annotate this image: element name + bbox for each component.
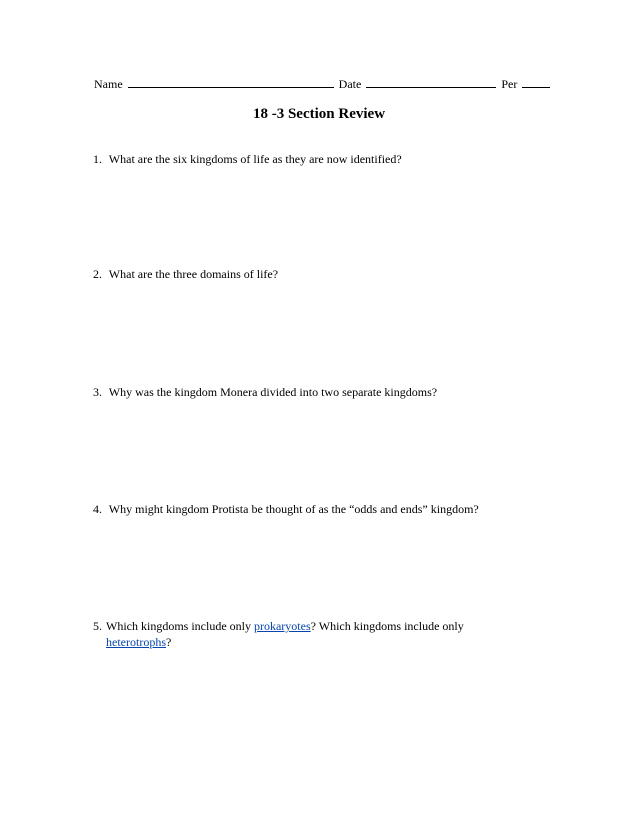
question-5	[93, 618, 553, 650]
question-text-part2: ? Which kingdoms include only	[310, 619, 464, 633]
page-title: 18 -3 Section Review	[252, 106, 386, 122]
question-text: What are the three domains of life?	[108, 267, 279, 281]
question-text: What are the six kingdoms of life as they are now identified?	[108, 152, 402, 166]
header-line	[94, 75, 552, 92]
question-number: 4.	[93, 502, 102, 516]
question-continuation	[93, 634, 553, 650]
question-text-part1: Which kingdoms include only	[106, 619, 254, 633]
per-label: Per	[501, 77, 518, 91]
question-number: 5.	[93, 619, 102, 633]
date-blank[interactable]	[366, 75, 496, 88]
question-number: 2.	[93, 267, 102, 281]
name-label: Name	[94, 77, 123, 91]
date-label: Date	[338, 77, 362, 91]
question-text: Why was the kingdom Monera divided into two separate kingdoms?	[108, 385, 438, 399]
question-3	[93, 384, 553, 400]
question-4	[93, 501, 553, 517]
per-blank[interactable]	[522, 75, 550, 88]
question-text: Why might kingdom Protista be thought of as the “odds and ends” kingdom?	[108, 502, 479, 516]
question-text-part3: ?	[165, 635, 172, 649]
name-blank[interactable]	[128, 75, 334, 88]
question-2	[93, 266, 553, 282]
heterotrophs-link[interactable]: heterotrophs	[106, 635, 166, 649]
question-1	[93, 151, 553, 167]
question-number: 1.	[93, 152, 102, 166]
prokaryotes-link[interactable]: prokaryotes	[253, 619, 311, 633]
question-number: 3.	[93, 385, 102, 399]
